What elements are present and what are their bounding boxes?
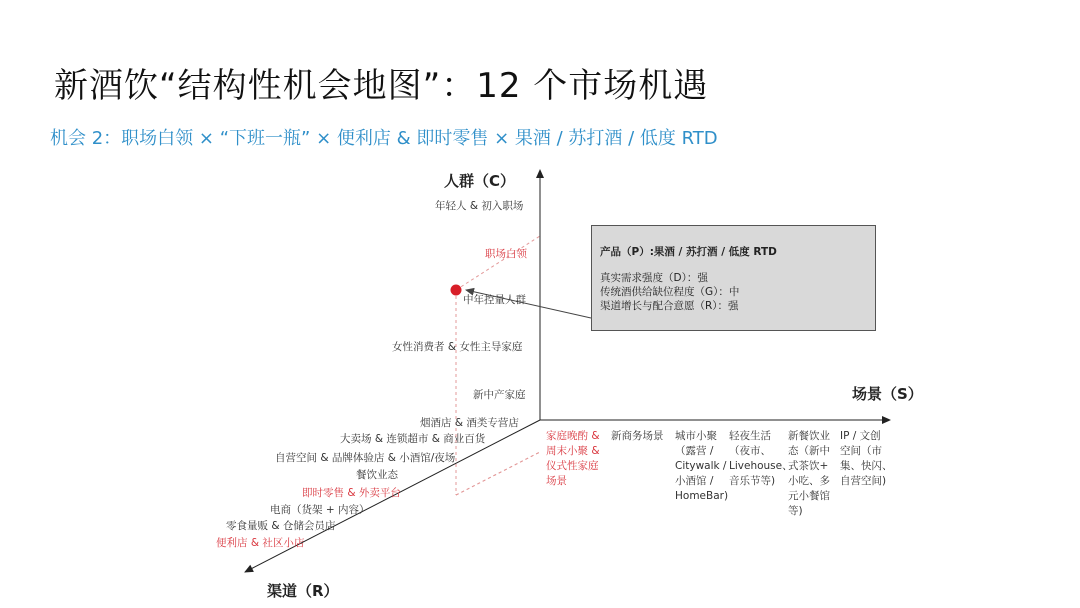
guide-scene-line: [456, 452, 540, 495]
scene-item-business-line: 新商务场景: [611, 430, 664, 442]
scene-item-city-line: 城市小聚: [675, 430, 717, 442]
scene-item-city-line: Citywalk /: [675, 460, 727, 472]
product-info-demand: 真实需求强度（D）：强: [600, 272, 708, 284]
scene-item-city-gathering: [675, 429, 728, 504]
scene-item-family-line: 仪式性家庭: [546, 460, 599, 472]
channel-item-own-space: 自营空间 & 品牌体验店 & 小酒馆/夜场: [275, 452, 456, 464]
channel-item-snack-warehouse: 零食量贩 & 仓储会员店: [226, 520, 336, 532]
scene-axis-title: 场景（S）: [852, 385, 923, 403]
scene-item-catering-line: 等): [788, 505, 803, 517]
scene-item-catering-line: 态（新中: [788, 445, 830, 457]
people-item-white-collar: 职场白领: [485, 248, 527, 260]
people-item-new-middle-class: 新中产家庭: [473, 389, 526, 401]
scene-item-catering-line: 式茶饮+: [788, 460, 829, 472]
people-item-young: 年轻人 & 初入职场: [435, 200, 524, 212]
scene-item-city-line: HomeBar): [675, 490, 729, 502]
product-info-heading: 产品（P）:果酒 / 苏打酒 / 低度 RTD: [600, 246, 777, 258]
scene-item-nightlife-line: 音乐节等): [729, 475, 776, 487]
scene-item-nightlife-line: 轻夜生活: [729, 430, 771, 442]
page-title: 新酒饮“结构性机会地图”：12 个市场机遇: [54, 66, 709, 106]
scene-item-family-line: 家庭晚酌 &: [546, 430, 600, 442]
people-axis-title: 人群（C）: [444, 172, 516, 190]
scene-item-city-line: 小酒馆 /: [675, 475, 714, 487]
scene-item-ip-space: [840, 429, 893, 489]
channel-item-catering: 餐饮业态: [356, 469, 398, 481]
scene-item-catering-line: 元小餐馆: [788, 490, 830, 502]
people-item-middle-age: 中年控量人群: [463, 294, 526, 306]
channel-axis-title: 渠道（R）: [267, 582, 339, 600]
scene-item-new-catering: [788, 429, 830, 519]
scene-item-city-line: （露营 /: [675, 445, 714, 457]
scene-item-catering-line: 新餐饮业: [788, 430, 830, 442]
channel-item-instant-retail: 即时零售 & 外卖平台: [302, 487, 401, 499]
product-info-supply-gap: 传统酒供给缺位程度（G）：中: [600, 286, 740, 298]
scene-item-ip-line: 自营空间): [840, 475, 887, 487]
scene-item-ip-line: 集、快闪、: [840, 460, 893, 472]
scene-item-catering-line: 小吃、多: [788, 475, 830, 487]
scene-item-nightlife-line: （夜市、: [729, 445, 771, 457]
scene-item-family: [546, 429, 600, 489]
product-info-box: [591, 225, 876, 331]
scene-item-family-line: 场景: [546, 475, 567, 487]
opportunity-point: [451, 285, 462, 296]
product-info-channel-growth: 渠道增长与配合意愿（R）：强: [600, 300, 739, 312]
channel-item-convenience-store: 便利店 & 社区小店: [216, 537, 305, 549]
channel-item-liquor-store: 烟酒店 & 酒类专营店: [420, 417, 519, 429]
people-item-female: 女性消费者 & 女性主导家庭: [392, 341, 523, 353]
scene-item-business: [611, 429, 664, 444]
scene-item-nightlife-line: Livehouse、: [729, 460, 793, 472]
page-subtitle: 机会 2：职场白领 × “下班一瓶” × 便利店 & 即时零售 × 果酒 / 苏打酒 / 低度 RTD: [50, 128, 718, 149]
scene-item-ip-line: 空间（市: [840, 445, 882, 457]
guide-people-line: [456, 236, 540, 290]
channel-item-ecommerce: 电商（货架 + 内容）: [270, 504, 370, 516]
channel-item-supermarket: 大卖场 & 连锁超市 & 商业百货: [340, 433, 486, 445]
scene-item-family-line: 周末小聚 &: [546, 445, 600, 457]
scene-item-ip-line: IP / 文创: [840, 430, 881, 442]
scene-item-nightlife: [729, 429, 793, 489]
